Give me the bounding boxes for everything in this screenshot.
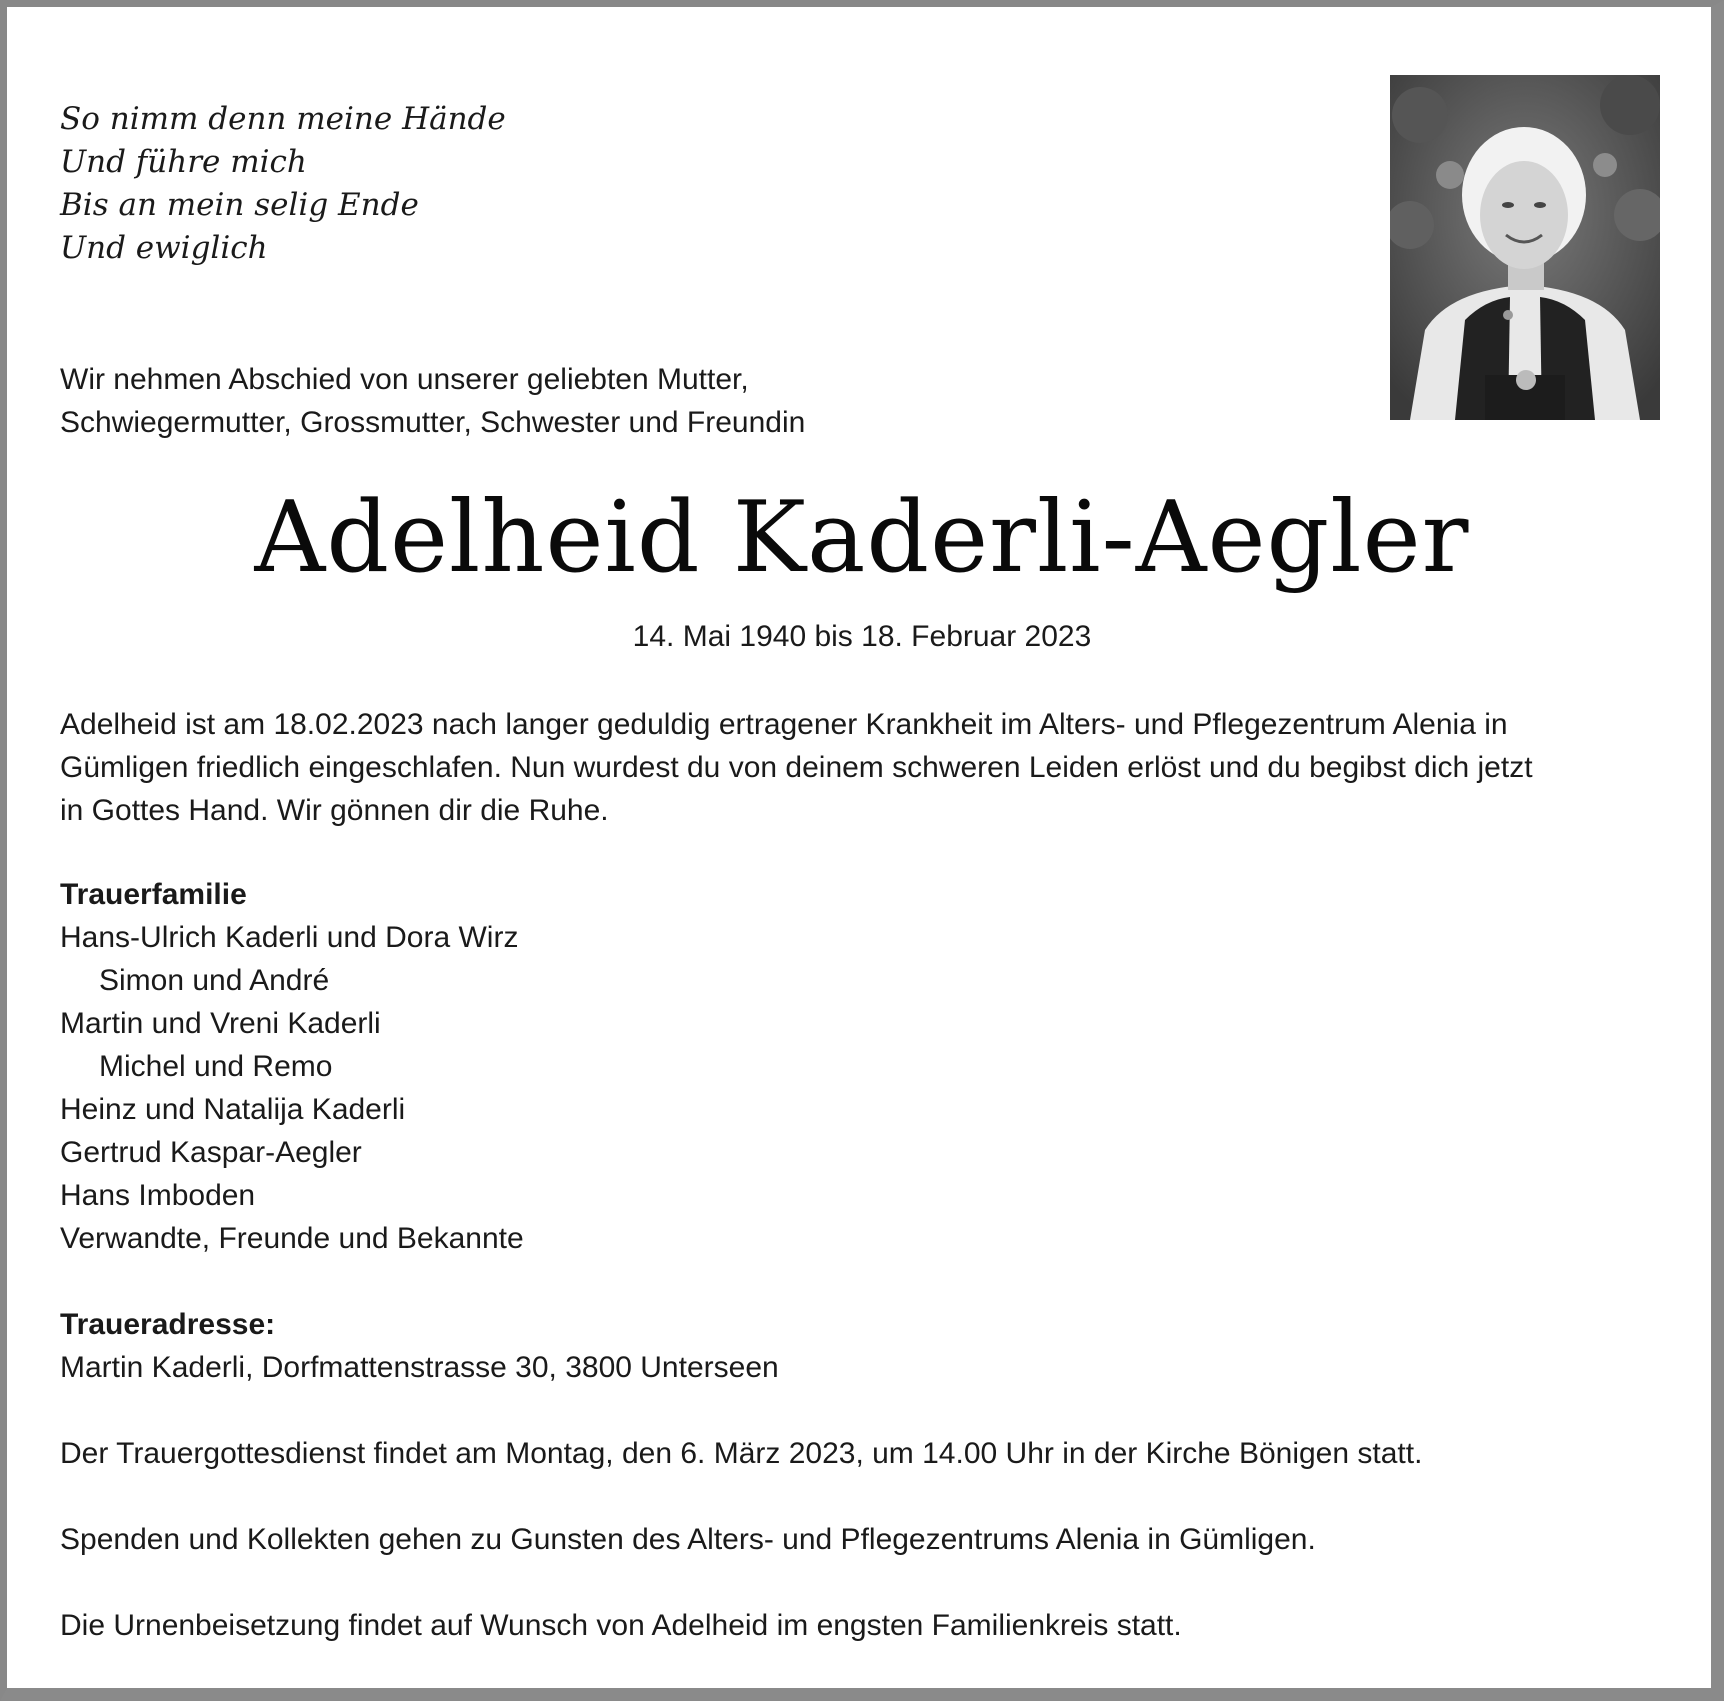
message-line: Gümligen friedlich eingeschlafen. Nun wurdest du von deinem schweren Leiden erlöst und du begibst dich jetzt bbox=[60, 751, 1533, 784]
family-member: Simon und André bbox=[99, 964, 330, 997]
message-line: in Gottes Hand. Wir gönnen dir die Ruhe. bbox=[60, 794, 609, 827]
service-notice: Der Trauergottesdienst findet am Montag, den 6. März 2023, um 14.00 Uhr in der Kirche Bönigen statt. bbox=[60, 1437, 1423, 1470]
family-member: Gertrud Kaspar-Aegler bbox=[60, 1136, 362, 1169]
family-member: Martin und Vreni Kaderli bbox=[60, 1007, 381, 1040]
family-member: Hans Imboden bbox=[60, 1179, 256, 1212]
poem-line: Und ewiglich bbox=[60, 230, 268, 266]
burial-notice: Die Urnenbeisetzung findet auf Wunsch von Adelheid im engsten Familienkreis statt. bbox=[60, 1609, 1182, 1642]
portrait-image bbox=[1390, 75, 1660, 420]
poem-line: Und führe mich bbox=[60, 144, 307, 180]
family-heading: Trauerfamilie bbox=[60, 878, 247, 911]
intro-line: Wir nehmen Abschied von unserer geliebten Mutter, bbox=[60, 363, 749, 396]
portrait-photo bbox=[1390, 75, 1660, 420]
message-line: Adelheid ist am 18.02.2023 nach langer geduldig ertragener Krankheit im Alters- und Pflegezentrum Alenia in bbox=[60, 708, 1508, 741]
family-member: Michel und Remo bbox=[99, 1050, 333, 1083]
intro-line: Schwiegermutter, Grossmutter, Schwester und Freundin bbox=[60, 406, 806, 439]
family-member: Hans-Ulrich Kaderli und Dora Wirz bbox=[60, 921, 519, 954]
family-member: Heinz und Natalija Kaderli bbox=[60, 1093, 406, 1126]
deceased-name: Adelheid Kaderli-Aegler bbox=[254, 481, 1470, 595]
family-member: Verwandte, Freunde und Bekannte bbox=[60, 1222, 524, 1255]
poem-line: So nimm denn meine Hände bbox=[60, 101, 506, 137]
life-dates: 14. Mai 1940 bis 18. Februar 2023 bbox=[632, 620, 1092, 653]
donations-notice: Spenden und Kollekten gehen zu Gunsten des Alters- und Pflegezentrums Alenia in Gümligen. bbox=[60, 1523, 1316, 1556]
poem-line: Bis an mein selig Ende bbox=[60, 187, 419, 223]
family-section bbox=[60, 873, 524, 1260]
intro-text bbox=[60, 358, 805, 444]
poem bbox=[60, 98, 506, 270]
address-heading: Traueradresse: bbox=[60, 1308, 276, 1341]
message-paragraph bbox=[60, 703, 1670, 832]
address-value: Martin Kaderli, Dorfmattenstrasse 30, 3800 Unterseen bbox=[60, 1351, 779, 1384]
address-section bbox=[60, 1303, 779, 1389]
